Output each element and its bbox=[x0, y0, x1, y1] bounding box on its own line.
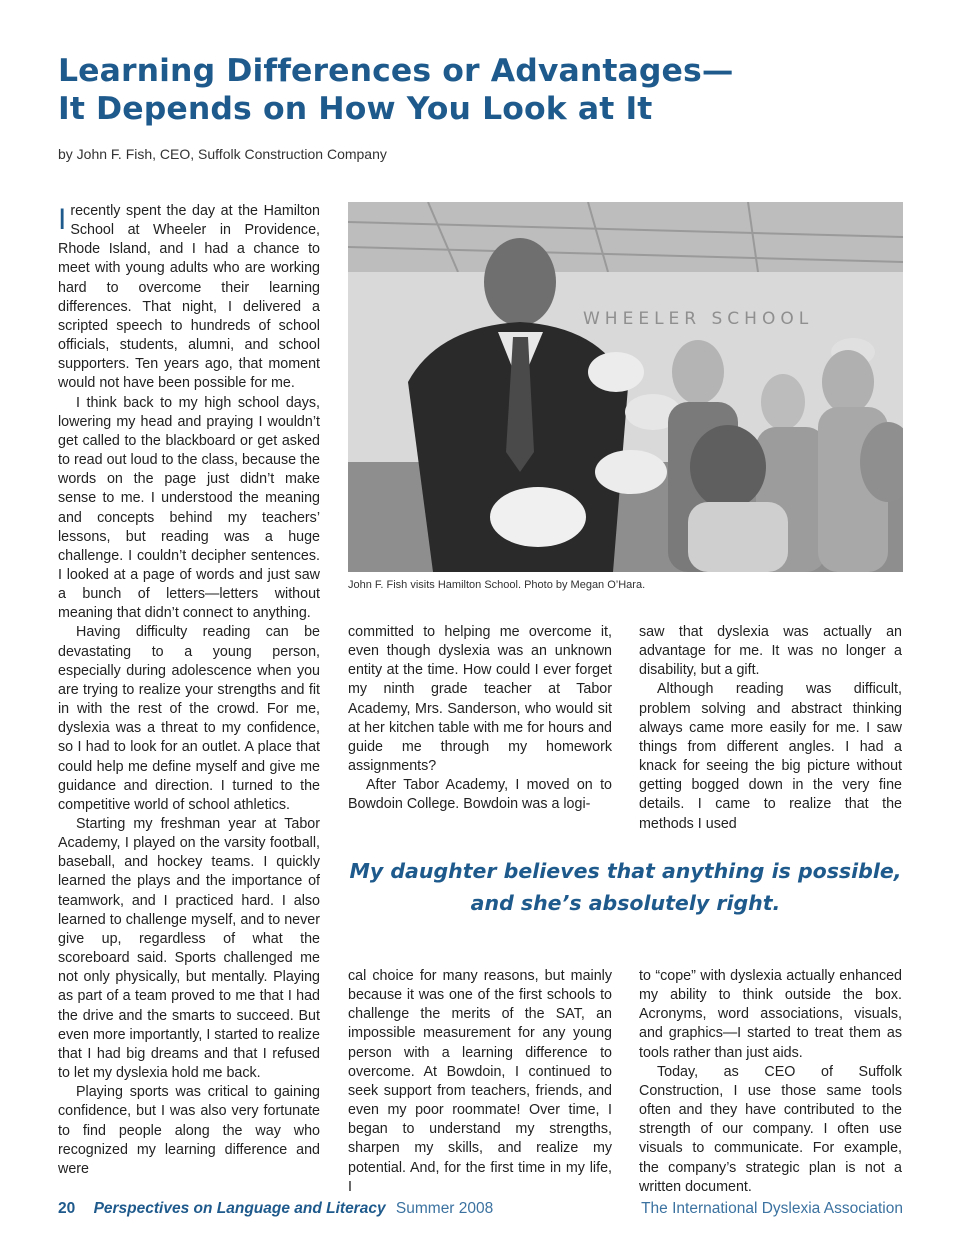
article-title bbox=[58, 52, 733, 128]
photo-caption: John F. Fish visits Hamilton School. Photo by Megan O’Hara. bbox=[348, 579, 646, 591]
photo-hard-hat bbox=[490, 487, 586, 547]
issue-date: Summer 2008 bbox=[395, 1200, 494, 1217]
page-number: 20 bbox=[58, 1200, 76, 1217]
photo-child bbox=[822, 350, 874, 414]
column-1 bbox=[58, 202, 320, 1179]
page-footer bbox=[58, 1200, 903, 1222]
column-3-bottom bbox=[639, 967, 902, 1197]
pull-quote-line-1: My daughter believes that anything is possible, bbox=[349, 859, 902, 883]
paragraph: Today, as CEO of Suffolk Construction, I use those same tools often and they have contributed to the strength of our company. I often use visuals to communicate. For example, the company’s strategic plan is not a written document. bbox=[639, 1063, 902, 1195]
photo-ceiling bbox=[348, 202, 903, 272]
paragraph: to “cope” with dyslexia actually enhanced my ability to think outside the box. Acronyms, word associations, visuals, and graphics—I started to treat them as tools rather than just aids. bbox=[639, 968, 902, 1061]
organization-name: The International Dyslexia Association bbox=[641, 1200, 903, 1217]
title-line-2: It Depends on How You Look at It bbox=[58, 91, 653, 127]
photo-child bbox=[761, 374, 805, 430]
photo-head bbox=[484, 238, 556, 326]
paragraph: Irecently spent the day at the Hamilton School at Wheeler in Providence, Rhode Island, and I had a chance to meet with young adults who are working hard to overcome their learning differences. That night, I delivered a scripted speech to hundreds of school officials, students, alumni, and school supporters. Ten years ago, that moment would not have been possible for me. bbox=[58, 203, 320, 392]
paragraph: Having difficulty reading can be devastating to a young person, especially during adolescence when you are trying to realize your strengths and fit in with the rest of the crowd. For me, dyslexia was a threat to my confidence, so I had to look for an outlet. A place that could help me define myself and give me guidance and direction. I turned to the competitive world of school athletics. bbox=[58, 624, 320, 813]
photo-hard-hat bbox=[588, 352, 644, 392]
paragraph: I think back to my high school days, lowering my head and praying I wouldn’t get called to the blackboard or get asked to read out loud to the class, because the words on the page just didn’t make sense to me. I understood the meaning and concepts behind my teachers’ lessons, but reading was a huge challenge. I couldn’t decipher sentences. I looked at a page of words and just saw a bunch of letters—letters without meaning that didn’t connect to anything. bbox=[58, 394, 320, 622]
pull-quote bbox=[348, 855, 903, 919]
photo-child bbox=[672, 340, 724, 404]
column-3-top bbox=[639, 623, 902, 834]
photo-child-body bbox=[688, 502, 788, 572]
drop-cap: I bbox=[58, 203, 67, 236]
pull-quote-line-2: and she’s absolutely right. bbox=[470, 891, 781, 915]
column-2-top bbox=[348, 623, 612, 815]
paragraph: Starting my freshman year at Tabor Academy, I played on the varsity football, baseball, and hockey teams. I quickly learned the plays and the importance of teamwork, and I practiced hard. I also learned to challenge myself, and to never give up, regardless of what the scoreboard said. Sports challenged me not only physically, but mentally. Playing as part of a team proved to me that I had the drive and the smarts to succeed. But even more importantly, I started to realize that I had big dreams and that I refused to let my dyslexia hold me back. bbox=[58, 816, 320, 1082]
paragraph: saw that dyslexia was actually an advantage for me. It was no longer a disability, but a gift. bbox=[639, 624, 902, 679]
paragraph: cal choice for many reasons, but mainly because it was one of the first schools to challenge the merits of the SAT, an impossible measurement for any young person with a learning difference to overcome. At Bowdoin, I continued to seek support from teachers, friends, and even my poor roommate! Over time, I began to understand my strengths, sharpen my skills, and realize my potential. And, for the first time in my life, I bbox=[348, 968, 612, 1195]
paragraph: committed to helping me overcome it, even though dyslexia was an unknown entity at the time. How could I ever forget my ninth grade teacher at Tabor Academy, Mrs. Sanderson, who would sit at her kitchen table with me for hours and guide me through my homework assignments? bbox=[348, 624, 612, 775]
photo-wall-lettering: WHEELER SCHOOL bbox=[583, 309, 814, 329]
title-line-1: Learning Differences or Advantages— bbox=[58, 53, 734, 89]
article-photo bbox=[348, 202, 903, 572]
photo-hard-hat bbox=[595, 450, 667, 494]
paragraph: Although reading was difficult, problem solving and abstract thinking always came more easily for me. I saw things from different angles. I had a knack for seeing the big picture without getting bogged down in the very fine details. I came to realize that the methods I used bbox=[639, 681, 902, 832]
paragraph: Playing sports was critical to gaining confidence, but I was also very fortunate to find people along the way who recognized my learning difference and were bbox=[58, 1084, 320, 1177]
paragraph: After Tabor Academy, I moved on to Bowdoin College. Bowdoin was a logi- bbox=[348, 777, 612, 813]
column-2-bottom bbox=[348, 967, 612, 1197]
byline: by John F. Fish, CEO, Suffolk Construction Company bbox=[58, 146, 387, 162]
photo-child bbox=[690, 425, 766, 509]
journal-name: Perspectives on Language and Literacy bbox=[93, 1200, 386, 1217]
